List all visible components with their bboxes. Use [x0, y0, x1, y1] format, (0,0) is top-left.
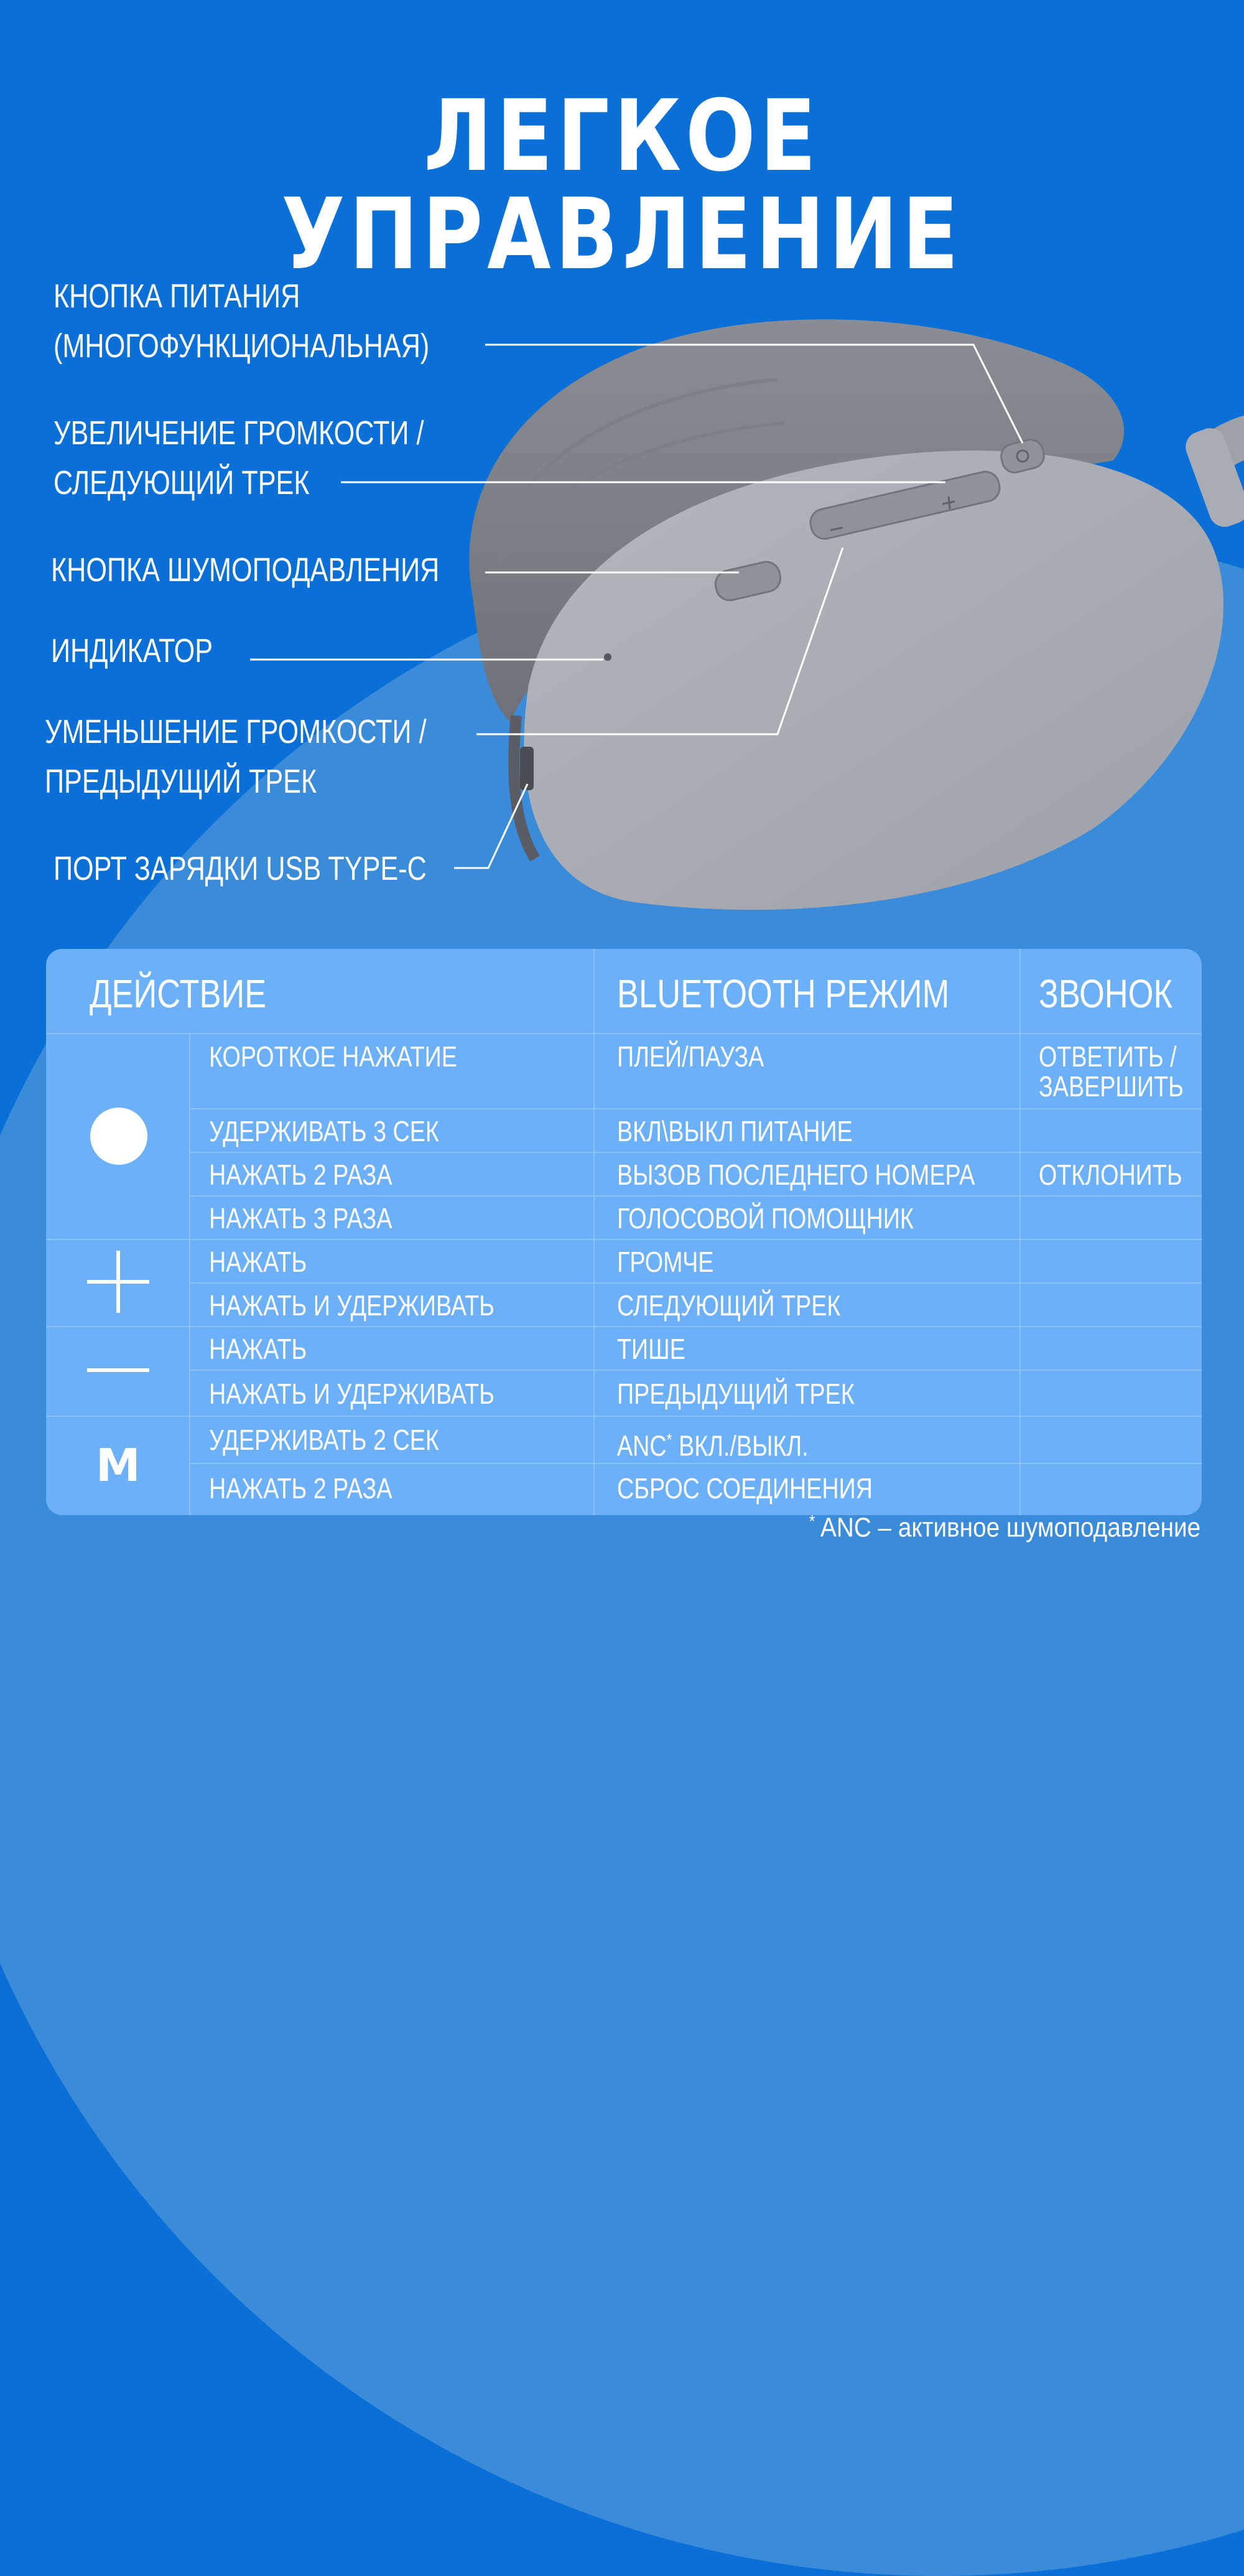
- row-1-action: УДЕРЖИВАТЬ 3 СЕК: [209, 1115, 439, 1147]
- minus-icon: [87, 1368, 149, 1372]
- page-title: ЛЕГКОЕ УПРАВЛЕНИЕ: [281, 79, 963, 292]
- header-action: ДЕЙСТВИЕ: [90, 971, 267, 1016]
- row-0-call-line2: ЗАВЕРШИТЬ: [1039, 1070, 1184, 1103]
- anc-label: КНОПКА ШУМОПОДАВЛЕНИЯ: [51, 551, 440, 589]
- footnote: * ANC – активное шумоподавление: [809, 1511, 1200, 1543]
- row-2-action: НАЖАТЬ 2 РАЗА: [209, 1159, 392, 1191]
- row-4-bluetooth: ГРОМЧЕ: [617, 1246, 714, 1278]
- row-2-bluetooth: ВЫЗОВ ПОСЛЕДНЕГО НОМЕРА: [617, 1159, 975, 1191]
- row-5-action: НАЖАТЬ И УДЕРЖИВАТЬ: [209, 1289, 494, 1322]
- row-9-bluetooth: СБРОС СОЕДИНЕНИЯ: [617, 1472, 873, 1505]
- row-1-bluetooth: ВКЛ\ВЫКЛ ПИТАНИЕ: [617, 1115, 853, 1147]
- row-3-action: НАЖАТЬ 3 РАЗА: [209, 1202, 392, 1234]
- row-5-bluetooth: СЛЕДУЮЩИЙ ТРЕК: [617, 1289, 841, 1322]
- row-7-bluetooth: ПРЕДЫДУЩИЙ ТРЕК: [617, 1378, 855, 1410]
- row-3-bluetooth: ГОЛОСОВОЙ ПОМОЩНИК: [617, 1202, 914, 1234]
- row-0-action: КОРОТКОЕ НАЖАТИЕ: [209, 1040, 457, 1073]
- row-8-bluetooth: ANC* ВКЛ./ВЫКЛ.: [617, 1429, 809, 1462]
- row-2-call: ОТКЛОНИТЬ: [1039, 1159, 1182, 1191]
- m-symbol: M: [96, 1439, 141, 1491]
- power-label-line2: (МНОГОФУНКЦИОНАЛЬНАЯ): [53, 327, 430, 365]
- row-4-action: НАЖАТЬ: [209, 1246, 307, 1278]
- indicator-led: [604, 653, 611, 661]
- port-label: ПОРТ ЗАРЯДКИ USB TYPE-C: [53, 850, 427, 887]
- voldown-label-line1: УМЕНЬШЕНИЕ ГРОМКОСТИ /: [45, 713, 427, 750]
- usb-port: [520, 747, 534, 790]
- power-label-line1: КНОПКА ПИТАНИЯ: [53, 278, 300, 315]
- voldown-label-line2: ПРЕДЫДУЩИЙ ТРЕК: [45, 763, 317, 800]
- plus-icon: [87, 1280, 149, 1284]
- row-7-action: НАЖАТЬ И УДЕРЖИВАТЬ: [209, 1378, 494, 1410]
- row-0-call-line1: ОТВЕТИТЬ /: [1039, 1040, 1177, 1073]
- circle-icon: [90, 1108, 147, 1165]
- row-6-bluetooth: ТИШЕ: [617, 1333, 685, 1365]
- volup-label-line2: СЛЕДУЮЩИЙ ТРЕК: [53, 464, 310, 502]
- row-9-action: НАЖАТЬ 2 РАЗА: [209, 1472, 392, 1505]
- row-6-action: НАЖАТЬ: [209, 1333, 307, 1365]
- row-8-action: УДЕРЖИВАТЬ 2 СЕК: [209, 1424, 439, 1456]
- header-call: ЗВОНОК: [1039, 971, 1173, 1016]
- indicator-label: ИНДИКАТОР: [51, 632, 213, 670]
- header-bluetooth: BLUETOOTH РЕЖИМ: [617, 971, 950, 1016]
- row-0-bluetooth: ПЛЕЙ/ПАУЗА: [617, 1040, 764, 1073]
- controls-table: [46, 949, 1202, 1515]
- volup-label-line1: УВЕЛИЧЕНИЕ ГРОМКОСТИ /: [53, 414, 424, 452]
